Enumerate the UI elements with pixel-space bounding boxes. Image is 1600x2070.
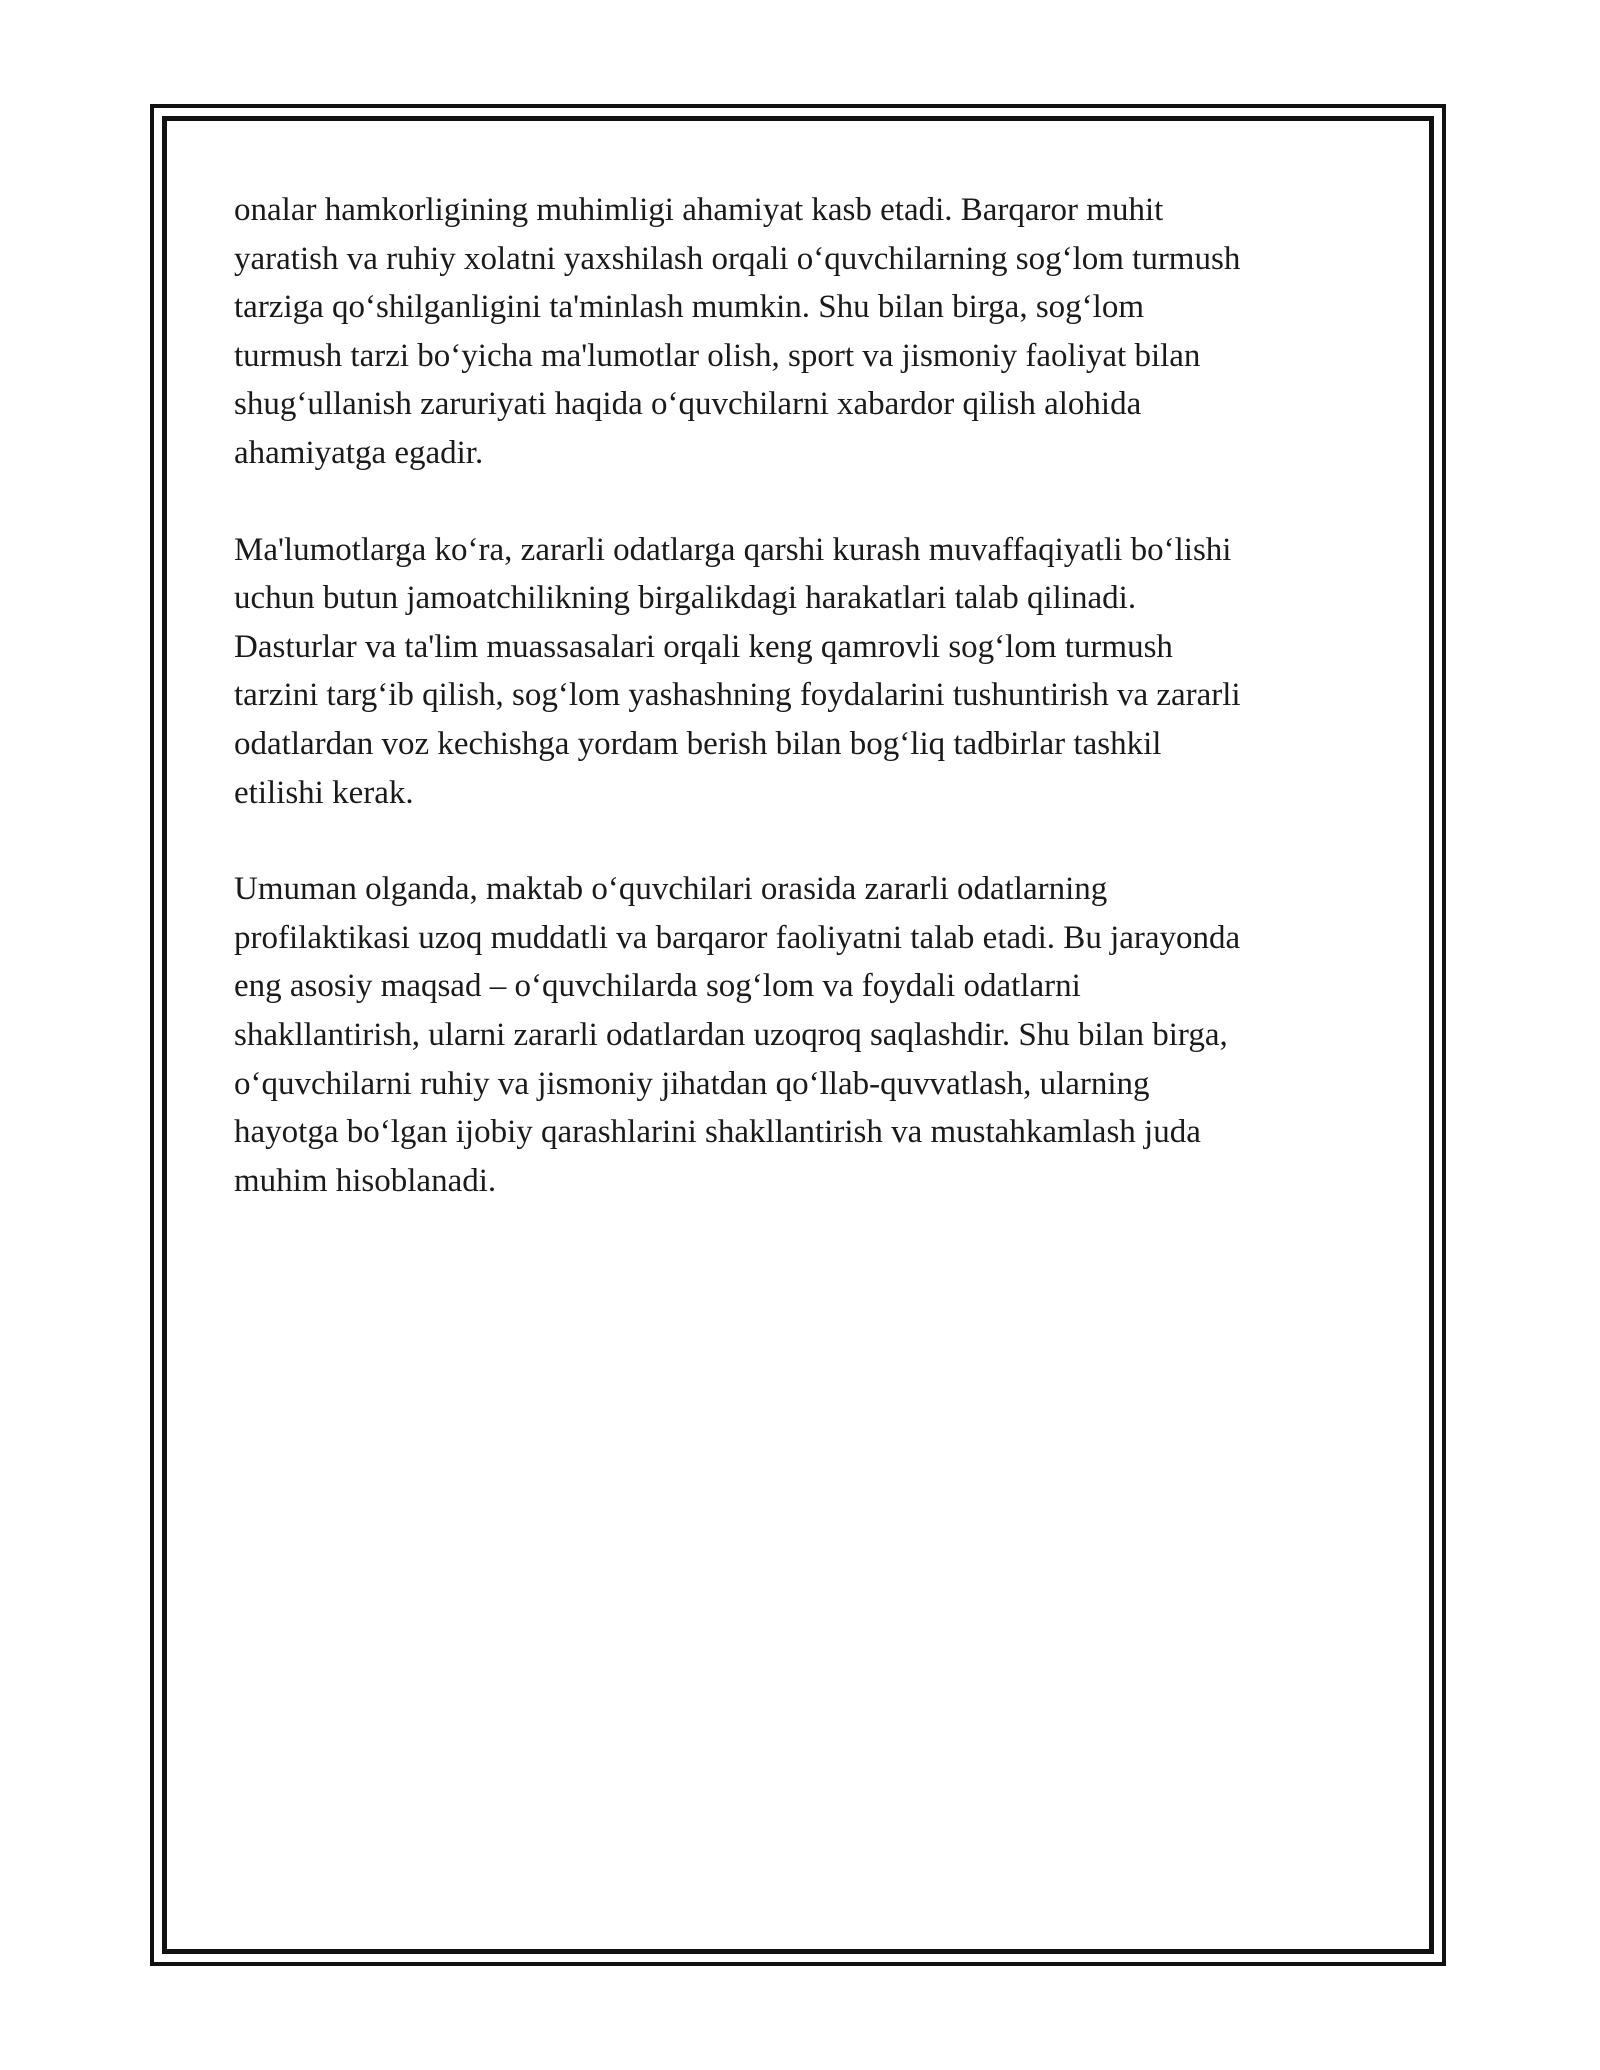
text-line: Dasturlar va ta'lim muassasalari orqali keng qamrovli sog‘lom turmush xyxy=(234,628,1173,665)
text-line: Ma'lumotlarga ko‘ra, zararli odatlarga qarshi kurash muvaffaqiyatli bo‘lishi xyxy=(234,531,1232,568)
text-line: etilishi kerak. xyxy=(234,774,414,811)
text-line: tarziga qo‘shilganligini ta'minlash mumkin. Shu bilan birga, sog‘lom xyxy=(234,289,1144,326)
text-line: muhim hisoblanadi. xyxy=(234,1162,497,1199)
paragraph-1 xyxy=(234,186,1364,478)
text-line: eng asosiy maqsad – o‘quvchilarda sog‘lom va foydali odatlarni xyxy=(234,968,1081,1005)
text-line: Umuman olganda, maktab o‘quvchilari orasida zararli odatlarning xyxy=(234,871,1108,908)
text-line: turmush tarzi bo‘yicha ma'lumotlar olish, sport va jismoniy faoliyat bilan xyxy=(234,337,1201,374)
paragraph-3 xyxy=(234,865,1364,1205)
paragraph-2 xyxy=(234,526,1364,818)
text-line: tarzini targ‘ib qilish, sog‘lom yashashning foydalarini tushuntirish va zararli xyxy=(234,677,1241,714)
text-line: uchun butun jamoatchilikning birgalikdagi harakatlari talab qilinadi. xyxy=(234,580,1137,617)
document-body xyxy=(234,186,1364,1253)
text-line: hayotga bo‘lgan ijobiy qarashlarini shakllantirish va mustahkamlash juda xyxy=(234,1114,1201,1151)
text-line: ahamiyatga egadir. xyxy=(234,434,484,471)
text-line: o‘quvchilarni ruhiy va jismoniy jihatdan qo‘llab-quvvatlash, ularning xyxy=(234,1065,1150,1102)
text-line: odatlardan voz kechishga yordam berish bilan bog‘liq tadbirlar tashkil xyxy=(234,725,1162,762)
text-line: shakllantirish, ularni zararli odatlardan uzoqroq saqlashdir. Shu bilan birga, xyxy=(234,1016,1228,1053)
text-line: onalar hamkorligining muhimligi ahamiyat kasb etadi. Barqaror muhit xyxy=(234,192,1164,228)
text-line: shug‘ullanish zaruriyati haqida o‘quvchilarni xabardor qilish alohida xyxy=(234,386,1142,423)
text-line: profilaktikasi uzoq muddatli va barqaror faoliyatni talab etadi. Bu jarayonda xyxy=(234,919,1241,956)
text-line: yaratish va ruhiy xolatni yaxshilash orqali o‘quvchilarning sog‘lom turmush xyxy=(234,240,1241,277)
